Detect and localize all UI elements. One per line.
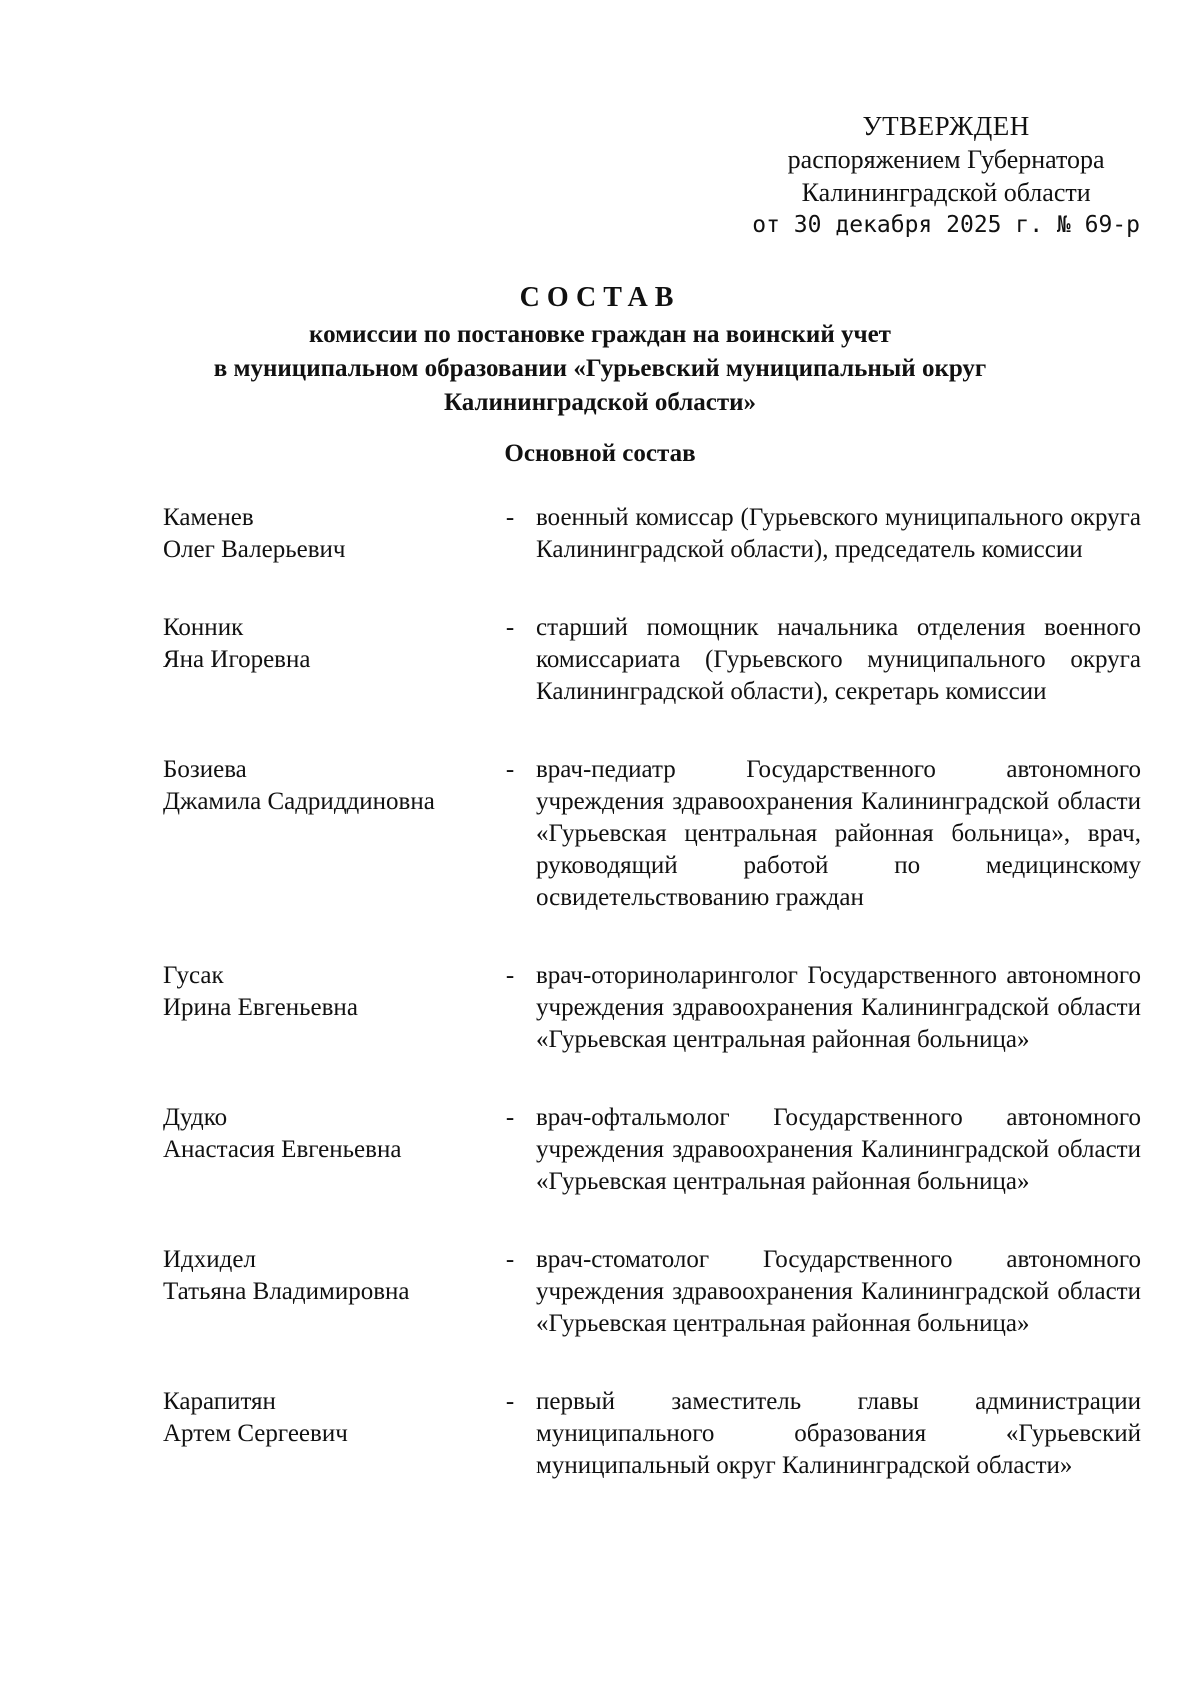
member-dash: - xyxy=(505,504,515,531)
member-role: врач-педиатр Государственного автономного учреждения здравоохранения Калининградской области «Гурьевская центральная районная больница», врач, руководящий работой по медицинскому освидетельствованию граждан xyxy=(536,756,1141,911)
member-entry xyxy=(163,502,1141,566)
member-given-names: Ирина Евгеньевна xyxy=(163,994,358,1021)
member-role: врач-офтальмолог Государственного автономного учреждения здравоохранения Калининградской области «Гурьевская центральная районная больница» xyxy=(536,1104,1141,1195)
member-entry xyxy=(163,960,1141,1056)
member-dash: - xyxy=(505,756,515,783)
heading-line-3: Калининградской области» xyxy=(443,389,757,416)
member-surname: Бозиева xyxy=(163,756,247,783)
member-given-names: Яна Игоревна xyxy=(163,646,311,673)
member-surname: Дудко xyxy=(163,1104,228,1131)
member-dash: - xyxy=(505,1388,515,1415)
member-given-names: Олег Валерьевич xyxy=(163,536,346,563)
approval-line-region: Калининградской области xyxy=(801,178,1091,207)
member-name xyxy=(163,612,493,676)
approval-line-decree: распоряжением Губернатора xyxy=(787,145,1105,174)
member-dash: - xyxy=(505,614,515,641)
members-list xyxy=(163,502,1141,1528)
document-title: СОСТАВ xyxy=(519,282,681,313)
member-dash: - xyxy=(505,962,515,989)
member-surname: Каменев xyxy=(163,504,254,531)
member-dash: - xyxy=(505,1246,515,1273)
heading-line-1: комиссии по постановке граждан на воинский учет xyxy=(309,321,891,348)
document-heading xyxy=(0,278,1200,420)
member-name xyxy=(163,960,493,1024)
approval-title: УТВЕРЖДЕН xyxy=(862,111,1030,141)
member-role: врач-стоматолог Государственного автономного учреждения здравоохранения Калининградской области «Гурьевская центральная районная больница» xyxy=(536,1246,1141,1337)
member-name xyxy=(163,1102,493,1166)
member-given-names: Артем Сергеевич xyxy=(163,1420,348,1447)
member-given-names: Татьяна Владимировна xyxy=(163,1278,410,1305)
member-name xyxy=(163,754,493,818)
member-name xyxy=(163,1386,493,1450)
member-surname: Конник xyxy=(163,614,244,641)
member-role: военный комиссар (Гурьевского муниципального округа Калининградской области), председатель комиссии xyxy=(536,504,1141,563)
member-name xyxy=(163,502,493,566)
member-given-names: Джамила Садриддиновна xyxy=(163,788,435,815)
member-role: первый заместитель главы администрации муниципального образования «Гурьевский муниципальный округ Калининградской области» xyxy=(536,1388,1141,1479)
member-given-names: Анастасия Евгеньевна xyxy=(163,1136,402,1163)
member-role: старший помощник начальника отделения военного комиссариата (Гурьевского муниципального округа Калининградской области), секретарь комиссии xyxy=(536,614,1141,705)
member-entry xyxy=(163,1102,1141,1198)
member-name xyxy=(163,1244,493,1308)
member-surname: Карапитян xyxy=(163,1388,276,1415)
member-surname: Гусак xyxy=(163,962,224,989)
member-entry xyxy=(163,1386,1141,1482)
member-role: врач-оториноларинголог Государственного автономного учреждения здравоохранения Калининградской области «Гурьевская центральная районная больница» xyxy=(536,962,1141,1053)
heading-line-2: в муниципальном образовании «Гурьевский муниципальный округ xyxy=(213,355,987,382)
approval-date: от 30 декабря 2025 г. № 69-р xyxy=(752,212,1140,238)
member-entry xyxy=(163,754,1141,914)
member-dash: - xyxy=(505,1104,515,1131)
member-entry xyxy=(163,612,1141,708)
approval-stamp xyxy=(752,110,1140,242)
member-surname: Идхидел xyxy=(163,1246,256,1273)
member-entry xyxy=(163,1244,1141,1340)
section-title: Основной состав xyxy=(504,440,696,467)
